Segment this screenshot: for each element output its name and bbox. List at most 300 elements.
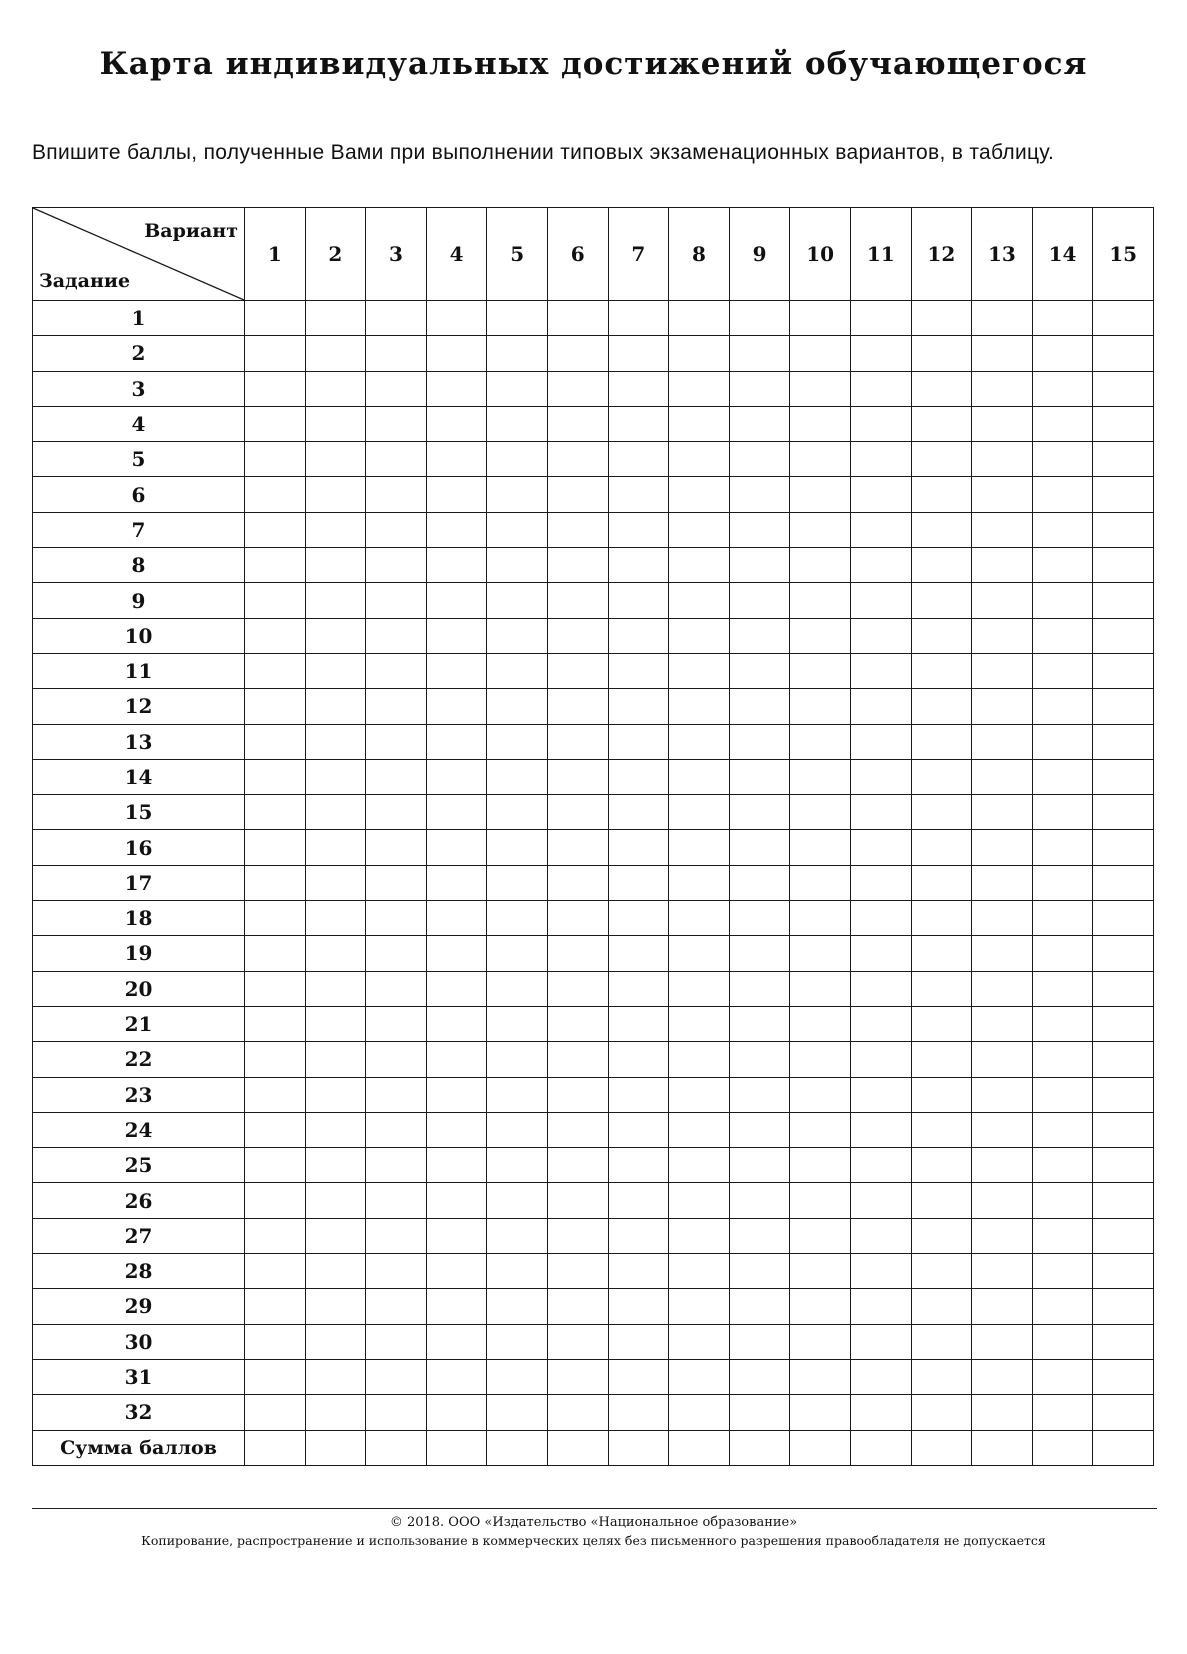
score-cell[interactable] (366, 1112, 427, 1147)
score-cell[interactable] (245, 1077, 306, 1112)
score-cell[interactable] (487, 1395, 548, 1430)
score-cell[interactable] (608, 971, 669, 1006)
score-cell[interactable] (729, 336, 790, 371)
score-cell[interactable] (1032, 724, 1093, 759)
score-cell[interactable] (305, 1430, 366, 1465)
score-cell[interactable] (729, 1218, 790, 1253)
score-cell[interactable] (972, 865, 1033, 900)
score-cell[interactable] (487, 1183, 548, 1218)
score-cell[interactable] (547, 689, 608, 724)
score-cell[interactable] (972, 1077, 1033, 1112)
score-cell[interactable] (547, 1359, 608, 1394)
score-cell[interactable] (669, 795, 730, 830)
score-cell[interactable] (245, 336, 306, 371)
score-cell[interactable] (1093, 1289, 1154, 1324)
score-cell[interactable] (245, 759, 306, 794)
score-cell[interactable] (245, 795, 306, 830)
score-cell[interactable] (972, 1112, 1033, 1147)
score-cell[interactable] (1093, 477, 1154, 512)
score-cell[interactable] (1093, 583, 1154, 618)
score-cell[interactable] (911, 1183, 972, 1218)
score-cell[interactable] (729, 901, 790, 936)
score-cell[interactable] (487, 936, 548, 971)
score-cell[interactable] (790, 336, 851, 371)
score-cell[interactable] (608, 1112, 669, 1147)
score-cell[interactable] (911, 301, 972, 336)
score-cell[interactable] (911, 406, 972, 441)
score-cell[interactable] (729, 795, 790, 830)
score-cell[interactable] (911, 689, 972, 724)
score-cell[interactable] (790, 548, 851, 583)
score-cell[interactable] (245, 689, 306, 724)
score-cell[interactable] (426, 442, 487, 477)
score-cell[interactable] (245, 301, 306, 336)
score-cell[interactable] (305, 371, 366, 406)
score-cell[interactable] (1032, 618, 1093, 653)
score-cell[interactable] (1032, 1006, 1093, 1041)
score-cell[interactable] (1032, 336, 1093, 371)
score-cell[interactable] (366, 1289, 427, 1324)
score-cell[interactable] (790, 477, 851, 512)
score-cell[interactable] (1093, 689, 1154, 724)
score-cell[interactable] (1093, 336, 1154, 371)
score-cell[interactable] (305, 1289, 366, 1324)
score-cell[interactable] (850, 1324, 911, 1359)
score-cell[interactable] (426, 548, 487, 583)
score-cell[interactable] (1032, 301, 1093, 336)
score-cell[interactable] (366, 1430, 427, 1465)
score-cell[interactable] (729, 1430, 790, 1465)
score-cell[interactable] (911, 1077, 972, 1112)
score-cell[interactable] (972, 830, 1033, 865)
score-cell[interactable] (850, 1289, 911, 1324)
score-cell[interactable] (547, 1077, 608, 1112)
score-cell[interactable] (729, 301, 790, 336)
score-cell[interactable] (911, 901, 972, 936)
score-cell[interactable] (790, 830, 851, 865)
score-cell[interactable] (972, 442, 1033, 477)
score-cell[interactable] (850, 336, 911, 371)
score-cell[interactable] (790, 653, 851, 688)
score-cell[interactable] (366, 795, 427, 830)
score-cell[interactable] (850, 1254, 911, 1289)
score-cell[interactable] (972, 618, 1033, 653)
score-cell[interactable] (366, 865, 427, 900)
score-cell[interactable] (1032, 1289, 1093, 1324)
score-cell[interactable] (245, 830, 306, 865)
score-cell[interactable] (972, 1395, 1033, 1430)
score-cell[interactable] (547, 1006, 608, 1041)
score-cell[interactable] (245, 477, 306, 512)
score-cell[interactable] (1093, 406, 1154, 441)
score-cell[interactable] (245, 583, 306, 618)
score-cell[interactable] (850, 406, 911, 441)
score-cell[interactable] (972, 971, 1033, 1006)
score-cell[interactable] (1032, 477, 1093, 512)
score-cell[interactable] (911, 795, 972, 830)
score-cell[interactable] (487, 724, 548, 759)
score-cell[interactable] (972, 1006, 1033, 1041)
score-cell[interactable] (245, 1430, 306, 1465)
score-cell[interactable] (669, 759, 730, 794)
score-cell[interactable] (850, 689, 911, 724)
score-cell[interactable] (305, 795, 366, 830)
score-cell[interactable] (729, 583, 790, 618)
score-cell[interactable] (790, 1077, 851, 1112)
score-cell[interactable] (1093, 901, 1154, 936)
score-cell[interactable] (850, 1359, 911, 1394)
score-cell[interactable] (1093, 830, 1154, 865)
score-cell[interactable] (972, 1289, 1033, 1324)
score-cell[interactable] (245, 1006, 306, 1041)
score-cell[interactable] (547, 1254, 608, 1289)
score-cell[interactable] (245, 442, 306, 477)
score-cell[interactable] (790, 901, 851, 936)
score-cell[interactable] (972, 759, 1033, 794)
score-cell[interactable] (850, 1077, 911, 1112)
score-cell[interactable] (729, 1006, 790, 1041)
score-cell[interactable] (850, 583, 911, 618)
score-cell[interactable] (911, 477, 972, 512)
score-cell[interactable] (1032, 1395, 1093, 1430)
score-cell[interactable] (850, 512, 911, 547)
score-cell[interactable] (608, 301, 669, 336)
score-cell[interactable] (669, 1218, 730, 1253)
score-cell[interactable] (911, 1359, 972, 1394)
score-cell[interactable] (426, 371, 487, 406)
score-cell[interactable] (547, 1112, 608, 1147)
score-cell[interactable] (245, 1395, 306, 1430)
score-cell[interactable] (547, 512, 608, 547)
score-cell[interactable] (305, 1183, 366, 1218)
score-cell[interactable] (426, 724, 487, 759)
score-cell[interactable] (972, 301, 1033, 336)
score-cell[interactable] (729, 653, 790, 688)
score-cell[interactable] (790, 1042, 851, 1077)
score-cell[interactable] (1032, 830, 1093, 865)
score-cell[interactable] (305, 724, 366, 759)
score-cell[interactable] (790, 301, 851, 336)
score-cell[interactable] (487, 830, 548, 865)
score-cell[interactable] (487, 1324, 548, 1359)
score-cell[interactable] (972, 689, 1033, 724)
score-cell[interactable] (487, 477, 548, 512)
score-cell[interactable] (850, 865, 911, 900)
score-cell[interactable] (850, 442, 911, 477)
score-cell[interactable] (1032, 901, 1093, 936)
score-cell[interactable] (911, 1218, 972, 1253)
score-cell[interactable] (729, 971, 790, 1006)
score-cell[interactable] (911, 971, 972, 1006)
score-cell[interactable] (911, 1148, 972, 1183)
score-cell[interactable] (1093, 1006, 1154, 1041)
score-cell[interactable] (426, 1006, 487, 1041)
score-cell[interactable] (729, 1254, 790, 1289)
score-cell[interactable] (850, 477, 911, 512)
score-cell[interactable] (608, 371, 669, 406)
score-cell[interactable] (729, 1289, 790, 1324)
score-cell[interactable] (305, 689, 366, 724)
score-cell[interactable] (1032, 1077, 1093, 1112)
score-cell[interactable] (487, 371, 548, 406)
score-cell[interactable] (850, 1395, 911, 1430)
score-cell[interactable] (790, 1430, 851, 1465)
score-cell[interactable] (547, 301, 608, 336)
score-cell[interactable] (547, 759, 608, 794)
score-cell[interactable] (669, 618, 730, 653)
score-cell[interactable] (972, 795, 1033, 830)
score-cell[interactable] (729, 618, 790, 653)
score-cell[interactable] (366, 1077, 427, 1112)
score-cell[interactable] (911, 759, 972, 794)
score-cell[interactable] (305, 653, 366, 688)
score-cell[interactable] (729, 1042, 790, 1077)
score-cell[interactable] (850, 1148, 911, 1183)
score-cell[interactable] (1093, 1430, 1154, 1465)
score-cell[interactable] (669, 512, 730, 547)
score-cell[interactable] (1093, 759, 1154, 794)
score-cell[interactable] (426, 795, 487, 830)
score-cell[interactable] (608, 406, 669, 441)
score-cell[interactable] (426, 1324, 487, 1359)
score-cell[interactable] (608, 477, 669, 512)
score-cell[interactable] (245, 1183, 306, 1218)
score-cell[interactable] (547, 371, 608, 406)
score-cell[interactable] (366, 1395, 427, 1430)
score-cell[interactable] (547, 548, 608, 583)
score-cell[interactable] (608, 512, 669, 547)
score-cell[interactable] (1032, 1218, 1093, 1253)
score-cell[interactable] (850, 1430, 911, 1465)
score-cell[interactable] (729, 689, 790, 724)
score-cell[interactable] (1093, 618, 1154, 653)
score-cell[interactable] (245, 371, 306, 406)
score-cell[interactable] (972, 1183, 1033, 1218)
score-cell[interactable] (547, 1289, 608, 1324)
score-cell[interactable] (669, 971, 730, 1006)
score-cell[interactable] (366, 936, 427, 971)
score-cell[interactable] (608, 936, 669, 971)
score-cell[interactable] (366, 512, 427, 547)
score-cell[interactable] (305, 1042, 366, 1077)
score-cell[interactable] (487, 1042, 548, 1077)
score-cell[interactable] (366, 971, 427, 1006)
score-cell[interactable] (729, 1395, 790, 1430)
score-cell[interactable] (669, 1042, 730, 1077)
score-cell[interactable] (850, 759, 911, 794)
score-cell[interactable] (426, 1148, 487, 1183)
score-cell[interactable] (790, 371, 851, 406)
score-cell[interactable] (729, 548, 790, 583)
score-cell[interactable] (487, 1006, 548, 1041)
score-cell[interactable] (729, 865, 790, 900)
score-cell[interactable] (608, 653, 669, 688)
score-cell[interactable] (972, 1042, 1033, 1077)
score-cell[interactable] (911, 371, 972, 406)
score-cell[interactable] (1093, 301, 1154, 336)
score-cell[interactable] (305, 477, 366, 512)
score-cell[interactable] (366, 371, 427, 406)
score-cell[interactable] (547, 1148, 608, 1183)
score-cell[interactable] (850, 301, 911, 336)
score-cell[interactable] (729, 724, 790, 759)
score-cell[interactable] (305, 1254, 366, 1289)
score-cell[interactable] (790, 442, 851, 477)
score-cell[interactable] (790, 1148, 851, 1183)
score-cell[interactable] (669, 336, 730, 371)
score-cell[interactable] (245, 1324, 306, 1359)
score-cell[interactable] (790, 406, 851, 441)
score-cell[interactable] (305, 1359, 366, 1394)
score-cell[interactable] (850, 548, 911, 583)
score-cell[interactable] (608, 1430, 669, 1465)
score-cell[interactable] (487, 548, 548, 583)
score-cell[interactable] (1032, 442, 1093, 477)
score-cell[interactable] (487, 1254, 548, 1289)
score-cell[interactable] (1032, 936, 1093, 971)
score-cell[interactable] (669, 406, 730, 441)
score-cell[interactable] (245, 1148, 306, 1183)
score-cell[interactable] (729, 936, 790, 971)
score-cell[interactable] (669, 901, 730, 936)
score-cell[interactable] (426, 1430, 487, 1465)
score-cell[interactable] (366, 759, 427, 794)
score-cell[interactable] (972, 1430, 1033, 1465)
score-cell[interactable] (305, 936, 366, 971)
score-cell[interactable] (790, 1289, 851, 1324)
score-cell[interactable] (487, 971, 548, 1006)
score-cell[interactable] (366, 1218, 427, 1253)
score-cell[interactable] (972, 1254, 1033, 1289)
score-cell[interactable] (366, 830, 427, 865)
score-cell[interactable] (245, 548, 306, 583)
score-cell[interactable] (547, 936, 608, 971)
score-cell[interactable] (245, 936, 306, 971)
score-cell[interactable] (790, 1183, 851, 1218)
score-cell[interactable] (669, 689, 730, 724)
score-cell[interactable] (1093, 865, 1154, 900)
score-cell[interactable] (305, 406, 366, 441)
score-cell[interactable] (547, 583, 608, 618)
score-cell[interactable] (305, 512, 366, 547)
score-cell[interactable] (487, 1289, 548, 1324)
score-cell[interactable] (972, 477, 1033, 512)
score-cell[interactable] (1093, 1254, 1154, 1289)
score-cell[interactable] (790, 583, 851, 618)
score-cell[interactable] (669, 1395, 730, 1430)
score-cell[interactable] (1032, 759, 1093, 794)
score-cell[interactable] (608, 795, 669, 830)
score-cell[interactable] (547, 795, 608, 830)
score-cell[interactable] (1093, 1359, 1154, 1394)
score-cell[interactable] (850, 1042, 911, 1077)
score-cell[interactable] (729, 1324, 790, 1359)
score-cell[interactable] (972, 936, 1033, 971)
score-cell[interactable] (547, 865, 608, 900)
score-cell[interactable] (729, 477, 790, 512)
score-cell[interactable] (669, 1077, 730, 1112)
score-cell[interactable] (426, 1077, 487, 1112)
score-cell[interactable] (426, 936, 487, 971)
score-cell[interactable] (305, 618, 366, 653)
score-cell[interactable] (608, 336, 669, 371)
score-cell[interactable] (608, 618, 669, 653)
score-cell[interactable] (426, 865, 487, 900)
score-cell[interactable] (1032, 583, 1093, 618)
score-cell[interactable] (487, 583, 548, 618)
score-cell[interactable] (245, 618, 306, 653)
score-cell[interactable] (669, 477, 730, 512)
score-cell[interactable] (911, 512, 972, 547)
score-cell[interactable] (1032, 971, 1093, 1006)
score-cell[interactable] (487, 1359, 548, 1394)
score-cell[interactable] (608, 1148, 669, 1183)
score-cell[interactable] (547, 971, 608, 1006)
score-cell[interactable] (245, 1359, 306, 1394)
score-cell[interactable] (972, 512, 1033, 547)
score-cell[interactable] (608, 724, 669, 759)
score-cell[interactable] (972, 724, 1033, 759)
score-cell[interactable] (547, 442, 608, 477)
score-cell[interactable] (1032, 1430, 1093, 1465)
score-cell[interactable] (366, 583, 427, 618)
score-cell[interactable] (487, 406, 548, 441)
score-cell[interactable] (911, 1324, 972, 1359)
score-cell[interactable] (426, 336, 487, 371)
score-cell[interactable] (850, 901, 911, 936)
score-cell[interactable] (790, 1395, 851, 1430)
score-cell[interactable] (608, 1324, 669, 1359)
score-cell[interactable] (1093, 1112, 1154, 1147)
score-cell[interactable] (487, 336, 548, 371)
score-cell[interactable] (790, 689, 851, 724)
score-cell[interactable] (1093, 724, 1154, 759)
score-cell[interactable] (790, 1218, 851, 1253)
score-cell[interactable] (366, 548, 427, 583)
score-cell[interactable] (972, 583, 1033, 618)
score-cell[interactable] (245, 865, 306, 900)
score-cell[interactable] (366, 618, 427, 653)
score-cell[interactable] (850, 971, 911, 1006)
score-cell[interactable] (972, 371, 1033, 406)
score-cell[interactable] (1093, 442, 1154, 477)
score-cell[interactable] (790, 512, 851, 547)
score-cell[interactable] (972, 548, 1033, 583)
score-cell[interactable] (790, 1324, 851, 1359)
score-cell[interactable] (245, 1112, 306, 1147)
score-cell[interactable] (547, 477, 608, 512)
score-cell[interactable] (669, 724, 730, 759)
score-cell[interactable] (1093, 1218, 1154, 1253)
score-cell[interactable] (669, 371, 730, 406)
score-cell[interactable] (547, 724, 608, 759)
score-cell[interactable] (366, 1006, 427, 1041)
score-cell[interactable] (790, 1359, 851, 1394)
score-cell[interactable] (1093, 1324, 1154, 1359)
score-cell[interactable] (487, 618, 548, 653)
score-cell[interactable] (1032, 795, 1093, 830)
score-cell[interactable] (366, 336, 427, 371)
score-cell[interactable] (850, 795, 911, 830)
score-cell[interactable] (911, 830, 972, 865)
score-cell[interactable] (790, 1006, 851, 1041)
score-cell[interactable] (305, 1395, 366, 1430)
score-cell[interactable] (1032, 512, 1093, 547)
score-cell[interactable] (487, 1430, 548, 1465)
score-cell[interactable] (1032, 406, 1093, 441)
score-cell[interactable] (790, 724, 851, 759)
score-cell[interactable] (426, 1395, 487, 1430)
